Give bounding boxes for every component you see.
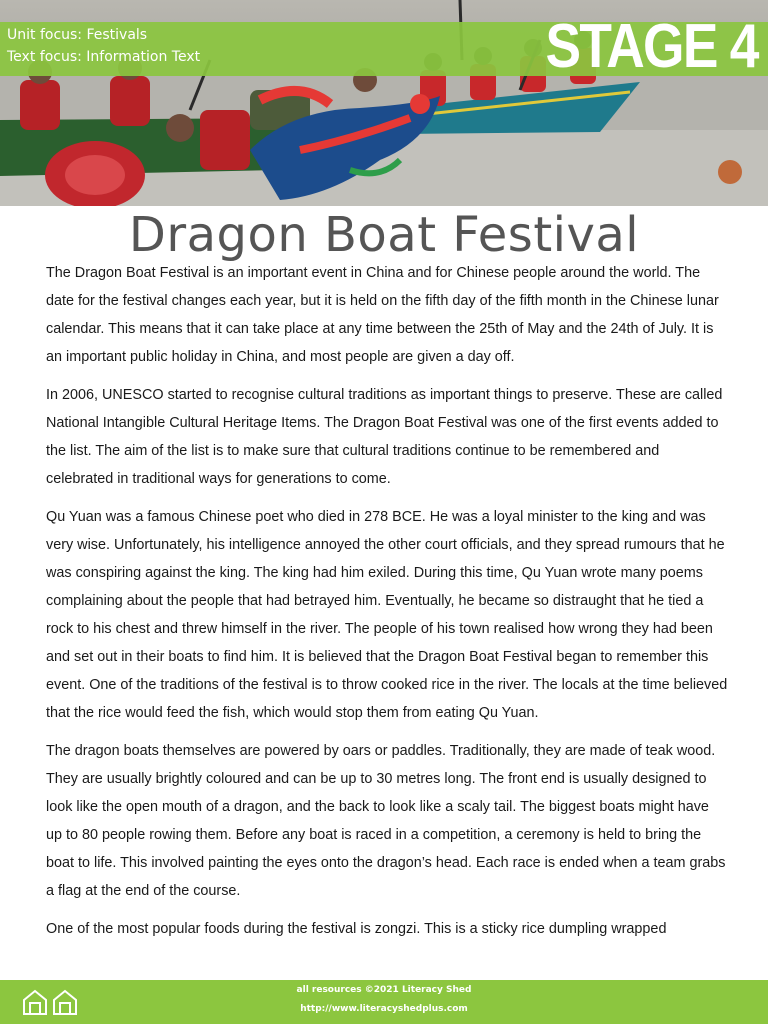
stage-label: STAGE 4 xyxy=(545,12,758,81)
paragraph: In 2006, UNESCO started to recognise cultural traditions as important things to preserve. These are called National Intangible Cultural Heritage Items. The Dragon Boat Festival was one of the first events added to the list. The aim of the list is to make sure that cultural traditions continue to be remembered and celebrated in traditional ways for generations to come. xyxy=(46,387,723,487)
footer-copyright: all resources ©2021 Literacy Shed xyxy=(296,985,472,995)
footer xyxy=(0,980,768,1024)
unit-focus: Unit focus: Festivals xyxy=(7,27,148,43)
footer-url[interactable]: http://www.literacyshedplus.com xyxy=(300,1004,468,1014)
paragraph: One of the most popular foods during the festival is zongzi. This is a sticky rice dumpling wrapped xyxy=(46,921,667,937)
paragraph: The dragon boats themselves are powered by oars or paddles. Traditionally, they are made of teak wood. They are usually brightly coloured and can be up to 30 metres long. The front end is usually designed to look like the open mouth of a dragon, and the back to look like a scaly tail. The biggest boats might have up to 80 people rowing them. Before any boat is raced in a competition, a ceremony is held to bring the boat to life. This involved painting the eyes onto the dragon’s head. Each race is ended when a team grabs a flag at the end of the course. xyxy=(46,743,726,899)
article-body xyxy=(46,259,728,953)
text-focus: Text focus: Information Text xyxy=(7,49,201,65)
paragraph: The Dragon Boat Festival is an important event in China and for Chinese people around the world. The date for the festival changes each year, but it is held on the fifth day of the fifth month in the Chinese lunar calendar. This means that it can take place at any time between the 25th of May and the 24th of July. It is an important public holiday in China, and most people are given a day off. xyxy=(46,265,719,365)
paragraph: Qu Yuan was a famous Chinese poet who died in 278 BCE. He was a loyal minister to the king and was very wise. Unfortunately, his intelligence annoyed the other court officials, and they spread rumours that he was conspiring against the king. The king had him exiled. During this time, Qu Yuan wrote many poems complaining about the people that had betrayed him. Eventually, he became so distraught that he tied a rock to his chest and threw himself in the river. The people of his town realised how wrong they had been and set out in their boats to find him. It is believed that the Dragon Boat Festival began to remember this event. One of the traditions of the festival is to throw cooked rice in the river. The locals at the time believed that the rice would feed the fish, which would stop them from eating Qu Yuan. xyxy=(46,509,728,721)
hero-photo xyxy=(0,0,768,206)
page-title: Dragon Boat Festival xyxy=(128,207,640,263)
